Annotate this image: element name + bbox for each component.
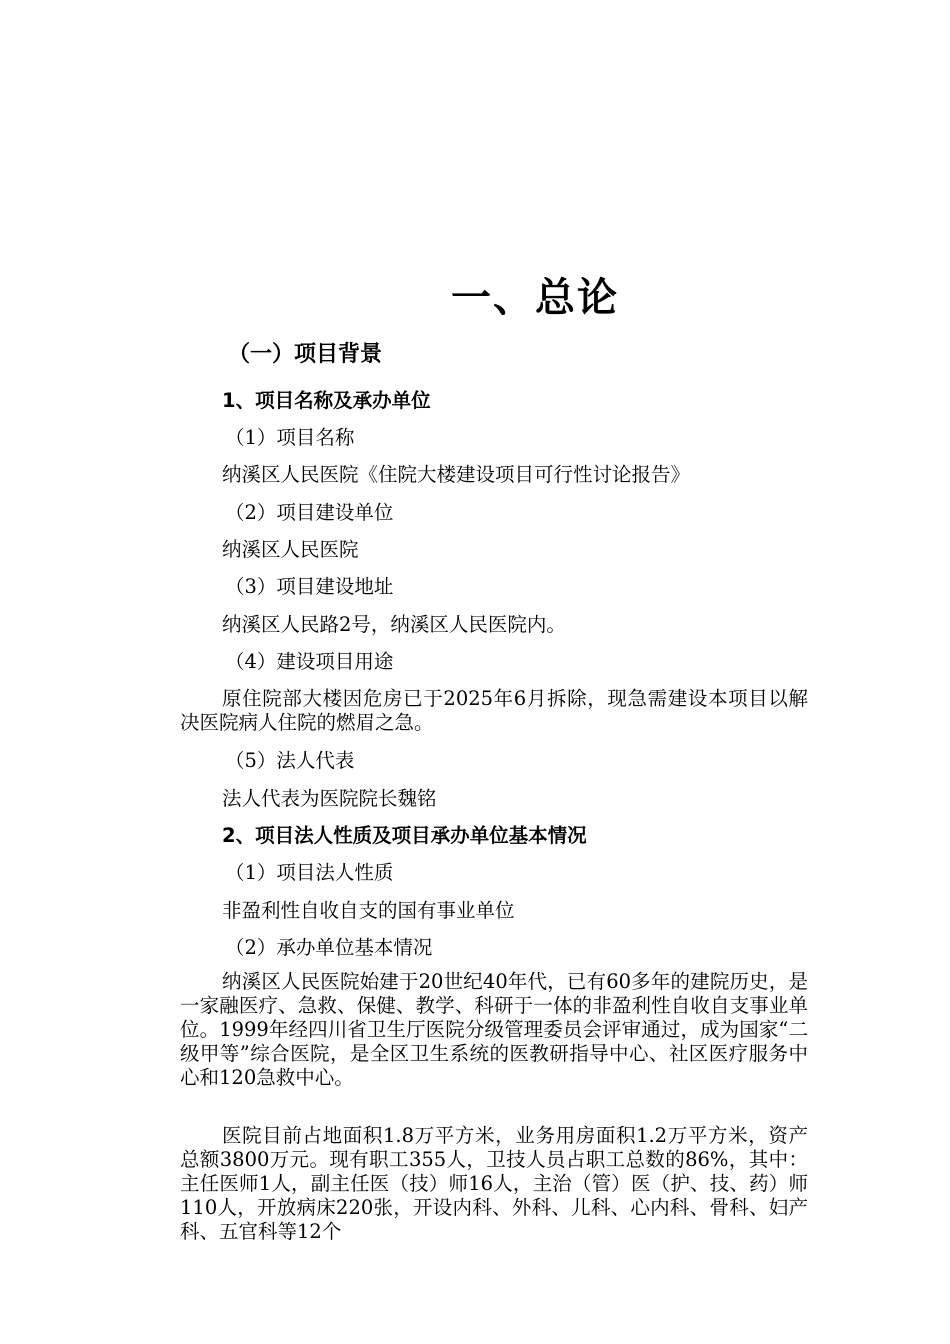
item-label-project-name: （1）项目名称 [225, 426, 355, 449]
item-label-purpose: （4）建设项目用途 [225, 650, 394, 673]
subsection-heading-1: 1、项目名称及承办单位 [222, 389, 431, 412]
item-label-builder: （2）项目建设单位 [225, 501, 394, 524]
paragraph-hospital-status: 医院目前占地面积1.8万平方米，业务用房面积1.2万平方米，资产总额3800万元。现有职工355人，卫技人员占职工总数的86%，其中：主任医师1人，副主任医（技）师16人，主治（管）医（护、技、药）师110人，开放病床220张，开设内科、外科、儿科、心内科、骨科、妇产科、五官科等12个 [180, 1124, 808, 1243]
item-value-purpose: 原住院部大楼因危房已于2025年6月拆除，现急需建设本项目以解决医院病人住院的燃眉之急。 [180, 687, 808, 734]
item-value-legal-rep: 法人代表为医院院长魏铭 [222, 787, 437, 810]
item-value-legal-nature: 非盈利性自收自支的国有事业单位 [222, 899, 515, 922]
section-title: （一）项目背景 [228, 342, 383, 367]
item-value-project-name: 纳溪区人民医院《住院大楼建设项目可行性讨论报告》 [222, 463, 691, 486]
item-label-legal-rep: （5）法人代表 [225, 749, 355, 772]
item-label-legal-nature: （1）项目法人性质 [225, 861, 394, 884]
paragraph-hospital-history: 纳溪区人民医院始建于20世纪40年代，已有60多年的建院历史，是一家融医疗、急救、保健、教学、科研于一体的非盈利性自收自支事业单位。1999年经四川省卫生厅医院分级管理委员会评审通过，成为国家“二级甲等”综合医院，是全区卫生系统的医教研指导中心、社区医疗服务中心和120急救中心。 [180, 970, 808, 1089]
item-label-address: （3）项目建设地址 [225, 575, 394, 598]
chapter-title: 一、总论 [451, 275, 619, 321]
item-label-unit-info: （2）承办单位基本情况 [225, 936, 433, 959]
subsection-heading-2: 2、项目法人性质及项目承办单位基本情况 [222, 824, 587, 847]
item-value-address: 纳溪区人民路2号，纳溪区人民医院内。 [222, 613, 566, 636]
item-value-builder: 纳溪区人民医院 [222, 538, 359, 561]
